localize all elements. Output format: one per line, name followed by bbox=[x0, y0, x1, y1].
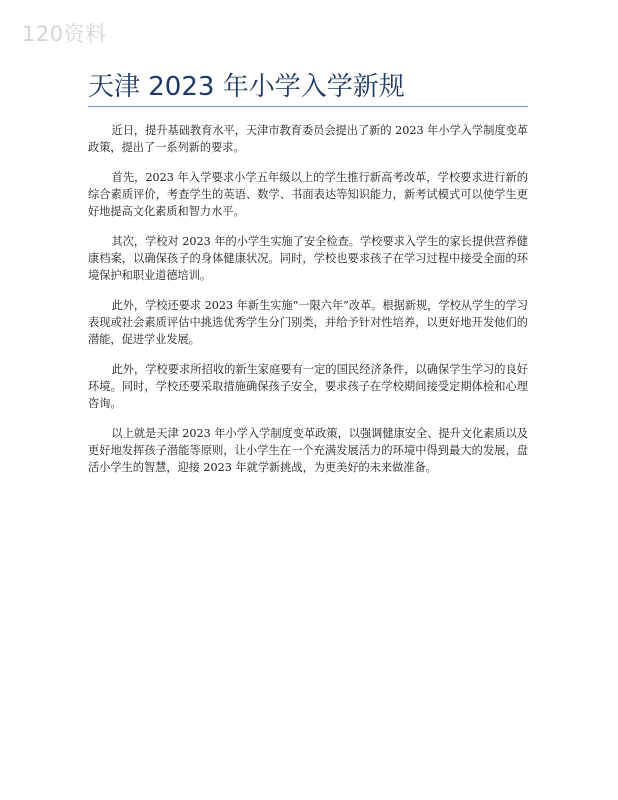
title-underline-rule bbox=[88, 106, 528, 107]
paragraph-third: 此外，学校还要求 2023 年新生实施“一限六年”改革。根据新规，学校从学生的学习表现或社会素质评估中挑选优秀学生分门别类，并给予针对性培养，以更好地开发他们的潜能，促进学业发展。 bbox=[88, 299, 528, 346]
paragraph-first: 首先，2023 年入学要求小学五年级以上的学生推行新高考改革，学校要求进行新的综合素质评价，考查学生的英语、数学、书面表达等知识能力，新考试模式可以使学生更好地提高文化素质和智力水平。 bbox=[88, 171, 528, 218]
paragraph-intro: 近日，提升基础教育水平，天津市教育委员会提出了新的 2023 年小学入学制度变革政策，提出了一系列新的要求。 bbox=[88, 124, 528, 154]
document-title: 天津 2023 年小学入学新规 bbox=[88, 72, 405, 102]
paragraph-second: 其次，学校对 2023 年的小学生实施了安全检查。学校要求入学生的家长提供营养健康档案，以确保孩子的身体健康状况。同时，学校也要求孩子在学习过程中接受全面的环境保护和职业道德培训。 bbox=[88, 235, 528, 282]
paragraph-conclusion: 以上就是天津 2023 年小学入学制度变革政策，以强调健康安全、提升文化素质以及更好地发挥孩子潜能等原则，让小学生在一个充满发展活力的环境中得到最大的发展，盘活小学生的智慧，迎接 2023 年就学新挑战，为更美好的未来做准备。 bbox=[88, 427, 528, 474]
watermark-text: 120资料 bbox=[22, 22, 107, 46]
document-body bbox=[88, 122, 528, 489]
paragraph-fourth: 此外，学校要求所招收的新生家庭要有一定的国民经济条件，以确保学生学习的良好环境。同时，学校还要采取措施确保孩子安全，要求孩子在学校期间接受定期体检和心理咨询。 bbox=[88, 363, 528, 410]
